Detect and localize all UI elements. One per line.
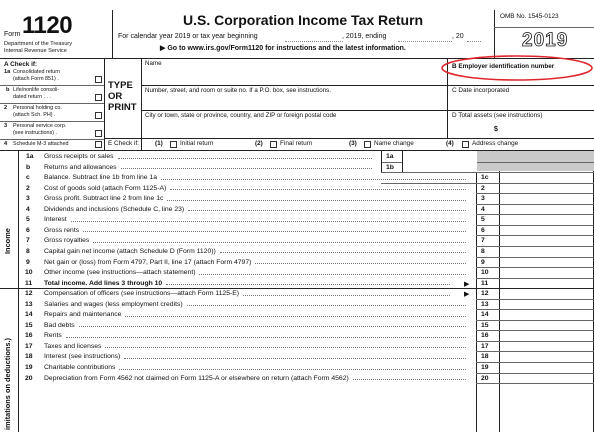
street-field-label: Number, street, and room or suite no. If a P.O. box, see instructions. <box>145 87 331 94</box>
tax-year <box>522 31 568 50</box>
calendar-mid: , 2019, ending <box>342 33 387 40</box>
line-box-number: 4 <box>481 205 485 213</box>
total-assets-currency: $ <box>494 126 498 133</box>
line-label: Balance. Subtract line 1b from line 1a <box>44 174 157 182</box>
line-number: 20 <box>25 374 33 382</box>
line-amount-field[interactable] <box>500 183 593 194</box>
leader-dots <box>105 347 466 348</box>
line-amount-field[interactable] <box>500 330 593 341</box>
leader-dots <box>255 263 466 264</box>
check-a-row-divider <box>0 103 104 104</box>
leader-dots <box>243 295 450 296</box>
ein-label: B Employer identification number <box>452 63 555 70</box>
line-box-number: 20 <box>481 374 489 382</box>
goto-line: ▶ Go to www.irs.gov/Form1120 for instructions and the latest information. <box>160 45 406 52</box>
name-row-bottom <box>141 85 594 86</box>
line-number: 4 <box>26 205 30 213</box>
leader-dots <box>118 158 372 159</box>
address-change-checkbox[interactable] <box>462 141 469 148</box>
street-address-field[interactable] <box>142 95 445 107</box>
check-a-item-text2: (attach Sch. PH) . <box>13 112 56 118</box>
line-number: 13 <box>25 300 33 308</box>
line-box-number: 16 <box>481 332 489 340</box>
line-box-number: 12 <box>481 290 489 298</box>
line-amount-field[interactable] <box>500 193 593 204</box>
line-label: Dividends and inclusions (Schedule C, line 23) <box>44 205 185 213</box>
check-a-divider <box>104 58 105 150</box>
arrow-icon: ▶ <box>464 291 470 299</box>
check-a-item-text2: (attach Form 851) . <box>13 76 59 82</box>
line-number: c <box>26 174 30 182</box>
line-number: 18 <box>25 353 33 361</box>
line-label: Salaries and wages (less employment credits) <box>44 300 183 308</box>
line-label: Charitable contributions <box>44 364 116 371</box>
line-number: 17 <box>25 342 33 350</box>
leader-dots <box>188 210 466 211</box>
line-label: Taxes and licenses <box>44 342 102 350</box>
line-box-number: 11 <box>481 279 489 287</box>
inner-amount-field[interactable] <box>402 151 477 162</box>
line-box-number: 2 <box>481 184 485 192</box>
line-number: 10 <box>25 269 33 277</box>
leader-dots <box>119 369 466 370</box>
year-outline: 2019 <box>522 30 569 51</box>
check-a-item-id: 1a <box>4 69 11 75</box>
line-number: 7 <box>26 237 30 245</box>
check-e-opt2-label: Final return <box>280 140 313 147</box>
check-e-opt4-label: Address change <box>472 140 519 147</box>
check-e-opt3-label: Name change <box>374 140 414 147</box>
line-amount-field[interactable] <box>500 341 593 352</box>
ein-highlight-oval <box>440 54 594 82</box>
line-amount-field[interactable] <box>500 246 593 257</box>
print-label: PRINT <box>108 102 137 113</box>
line-amount-field[interactable] <box>500 225 593 236</box>
check-a-item-id: 2 <box>4 105 8 111</box>
calendar-end: , 20 <box>452 33 464 40</box>
line-box-number: 8 <box>481 247 485 255</box>
name-field-label: Name <box>145 60 162 67</box>
line-amount-field[interactable] <box>500 299 593 310</box>
section-label-divider <box>18 150 19 432</box>
line-amount-field[interactable] <box>500 172 593 183</box>
line-label: Depreciation from Form 4562 not claimed on Form 1125-A or elsewhere on return (attach Form 4562) <box>44 374 349 382</box>
line-label: Other income (see instructions—attach statement) <box>44 269 196 277</box>
leader-dots <box>166 284 450 285</box>
leader-dots <box>83 231 466 232</box>
check-a-item-id: 4 <box>4 141 8 147</box>
line-number: 12 <box>25 290 33 298</box>
date-incorporated-label: C Date incorporated <box>452 87 510 94</box>
leader-dots <box>71 221 466 222</box>
dept-line2: Internal Revenue Service <box>4 48 67 54</box>
inner-box-label: 1a <box>386 153 394 160</box>
inner-box-divider <box>381 162 382 173</box>
line-number: 3 <box>26 195 30 203</box>
line-amount-field[interactable] <box>500 320 593 331</box>
line-box-number: 6 <box>481 226 485 234</box>
line-number: 16 <box>25 332 33 340</box>
line-box-number: 10 <box>481 269 489 277</box>
form-number: 1120 <box>22 12 73 39</box>
check-a-item-id: b <box>6 87 10 93</box>
line-label: Rents <box>44 332 62 340</box>
line-box-number: 9 <box>481 258 485 266</box>
corporation-name-field[interactable] <box>142 68 445 82</box>
check-e-title: E Check if: <box>108 140 139 147</box>
form-label: Form <box>4 31 21 38</box>
line-amount-field[interactable] <box>500 288 593 299</box>
line-box-number: 17 <box>481 342 489 350</box>
check-a-row-divider <box>0 139 104 140</box>
total-assets-field[interactable] <box>502 122 592 136</box>
leader-dots <box>125 316 466 317</box>
arrow-icon: ▶ <box>464 280 470 288</box>
line-box-number: 13 <box>481 300 489 308</box>
line-number: 15 <box>25 321 33 329</box>
check-a-item-text2: (see instructions) . <box>13 130 58 136</box>
leader-dots <box>161 179 466 180</box>
name-change-checkbox[interactable] <box>364 141 371 148</box>
check-a-item-text1: Personal holding co. <box>13 105 62 111</box>
line-label: Gross profit. Subtract line 2 from line 1c <box>44 195 164 203</box>
inner-box-divider <box>381 151 382 162</box>
line-box-number: 1c <box>481 174 489 182</box>
line-box-number: 14 <box>481 311 489 319</box>
line-box-number: 3 <box>481 195 485 203</box>
line-label: Bad debts <box>44 321 75 329</box>
line-number: 6 <box>26 226 30 234</box>
line-box-number: 7 <box>481 237 485 245</box>
line-amount-field[interactable] <box>500 362 593 373</box>
line-box-number: 19 <box>481 364 489 371</box>
leader-dots <box>220 252 466 253</box>
line-number: 5 <box>26 216 30 224</box>
check-a-row-divider <box>0 121 104 122</box>
header-divider-left <box>112 10 113 58</box>
consolidated-return-checkbox[interactable] <box>95 76 102 83</box>
check-a-item-text1: Life/nonlife consoli- <box>13 87 60 93</box>
form-title: U.S. Corporation Income Tax Return <box>183 12 424 28</box>
line-label: Interest (see instructions) <box>44 353 121 361</box>
line-label: Returns and allowances <box>44 163 117 171</box>
leader-dots <box>121 168 372 169</box>
check-a-item-id: 3 <box>4 123 8 129</box>
check-a-item-text1: Consolidated return <box>13 69 61 75</box>
check-a-row-divider <box>0 85 104 86</box>
leader-dots <box>79 326 466 327</box>
line-box-number: 18 <box>481 353 489 361</box>
type-label: TYPE <box>108 80 133 91</box>
line-amount-field[interactable] <box>500 278 593 289</box>
line-label: Net gain or (loss) from Form 4797, Part II, line 17 (attach Form 4797) <box>44 258 252 266</box>
check-a-item-text1: Schedule M-3 attached <box>13 141 69 147</box>
leader-dots <box>124 358 466 359</box>
ein-highlight-ellipse <box>442 56 592 80</box>
line-amount-field[interactable] <box>500 351 593 362</box>
check-e-opt3-num: (3) <box>349 140 357 147</box>
leader-dots <box>353 379 466 380</box>
line-number: 14 <box>25 311 33 319</box>
calendar-line <box>118 33 258 40</box>
final-return-checkbox[interactable] <box>270 141 277 148</box>
life-nonlife-checkbox[interactable] <box>95 94 102 101</box>
header-divider-right <box>494 10 495 58</box>
line-number: 8 <box>26 247 30 255</box>
line-number: 11 <box>25 279 33 287</box>
line-separator <box>476 383 594 384</box>
header-block-bottom <box>104 138 594 139</box>
leader-dots <box>170 189 466 190</box>
line-label: Cost of goods sold (attach Form 1125-A) <box>44 184 167 192</box>
line-label: Gross receipts or sales <box>44 153 114 160</box>
line-number: 2 <box>26 184 30 192</box>
omb-number: OMB No. 1545-0123 <box>500 13 559 20</box>
street-row-bottom <box>141 110 594 111</box>
personal-service-checkbox[interactable] <box>95 130 102 137</box>
leader-dots <box>66 337 466 338</box>
schedule-m3-checkbox[interactable] <box>95 141 102 148</box>
line-label: Interest <box>44 216 67 224</box>
tax-year-end-field[interactable] <box>398 41 452 42</box>
total-assets-label: D Total assets (see instructions) <box>452 112 543 119</box>
dept-line1: Department of the Treasury <box>4 41 73 47</box>
inner-box-label: 1b <box>386 163 394 171</box>
check-a-item-text1: Personal service corp. <box>13 123 67 129</box>
omb-divider <box>494 27 594 28</box>
calendar-prefix: For calendar year 2019 or tax year beginning <box>118 33 258 40</box>
date-incorporated-field[interactable] <box>449 96 592 108</box>
line-amount-field[interactable] <box>500 204 593 215</box>
line-number: b <box>26 163 31 171</box>
check-e-opt4-num: (4) <box>446 140 454 147</box>
line-number: 9 <box>26 258 30 266</box>
city-field-label: City or town, state or province, country, and ZIP or foreign postal code <box>145 112 337 119</box>
line-label: Total income. Add lines 3 through 10 <box>44 279 163 287</box>
leader-dots <box>199 274 466 275</box>
line-label: Compensation of officers (see instructions—attach Form 1125-E) <box>44 290 240 298</box>
or-label: OR <box>108 91 123 102</box>
line-box-number: 5 <box>481 216 485 224</box>
line-amount-field[interactable] <box>500 309 593 320</box>
inner-amount-field[interactable] <box>402 162 477 173</box>
leader-dots <box>93 242 466 243</box>
line-label: Repairs and maintenance <box>44 311 122 319</box>
line-amount-field[interactable] <box>500 214 593 225</box>
tax-year-end-year-field[interactable] <box>467 41 481 42</box>
leader-dots <box>167 200 466 201</box>
line-number: 1a <box>26 153 34 160</box>
income-section-label: Income <box>3 228 12 254</box>
line-number: 19 <box>25 364 33 371</box>
check-e-opt1-num: (1) <box>155 140 163 147</box>
line-amount-field[interactable] <box>500 257 593 268</box>
check-e-opt2-num: (2) <box>255 140 263 147</box>
line-label: Capital gain net income (attach Schedule D (Form 1120)) <box>44 247 216 255</box>
line-amount-field[interactable] <box>500 235 593 246</box>
deductions-section-label: imitations on deductions.) <box>3 338 12 430</box>
line-amount-field[interactable] <box>500 267 593 278</box>
line-label: Gross royalties <box>44 237 90 245</box>
leader-dots <box>187 305 466 306</box>
tax-year-begin-field[interactable] <box>285 41 343 42</box>
city-state-zip-field[interactable] <box>142 120 445 132</box>
line-box-number: 15 <box>481 321 489 329</box>
line-amount-field[interactable] <box>500 373 593 384</box>
personal-holding-checkbox[interactable] <box>95 112 102 119</box>
initial-return-checkbox[interactable] <box>170 141 177 148</box>
check-a-item-text2: dated return . . . <box>13 94 52 100</box>
line-label: Gross rents <box>44 226 80 234</box>
check-e-opt1-label: Initial return <box>180 140 214 147</box>
check-a-title: A Check if: <box>4 61 38 68</box>
